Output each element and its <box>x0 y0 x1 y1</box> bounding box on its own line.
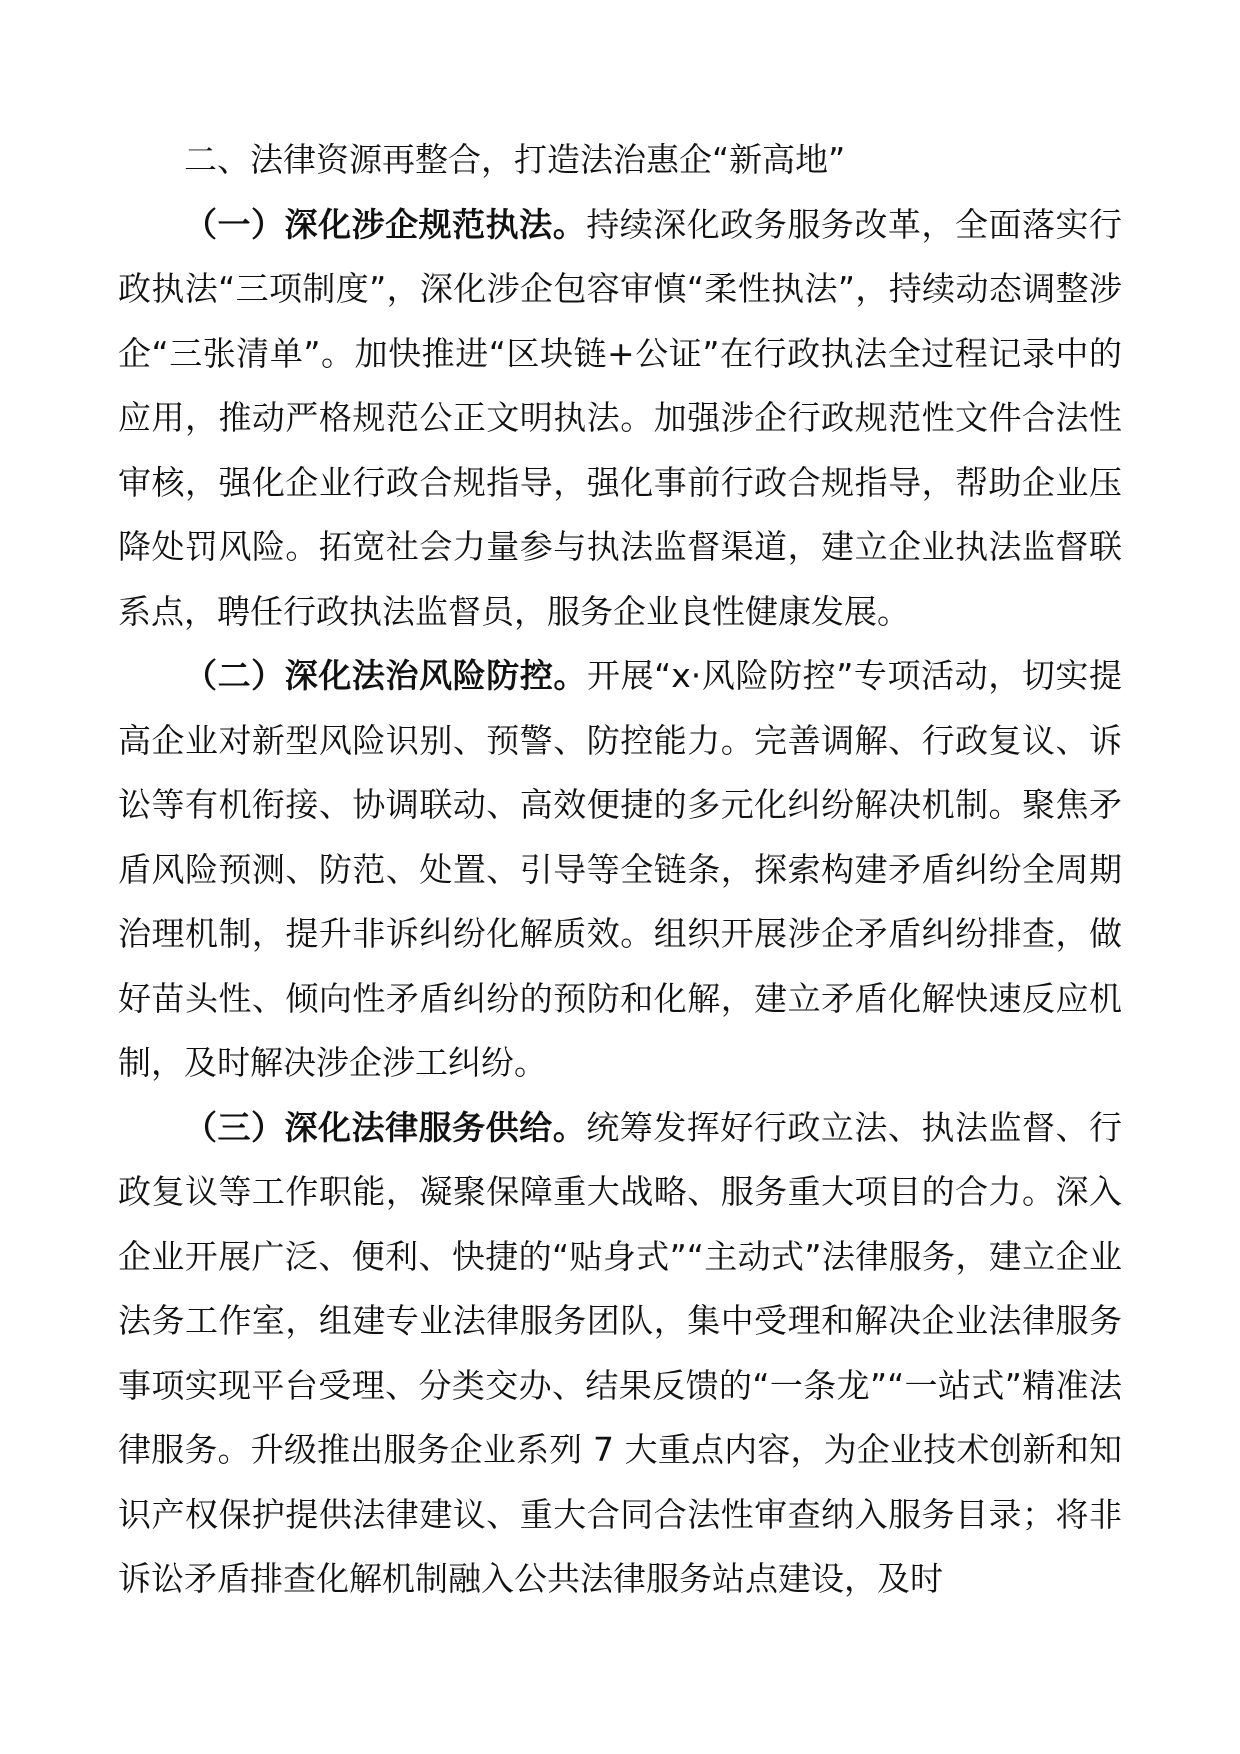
paragraph-2-heading: （二）深化法治风险防控。 <box>184 656 588 695</box>
section-heading: 二、法律资源再整合，打造法治惠企“新高地” <box>184 140 846 179</box>
paragraph-2-body: 开展“x·风险防控”专项活动，切实提高企业对新型风险识别、预警、防控能力。完善调解、行政复议、诉讼等有机衔接、协调联动、高效便捷的多元化纠纷解决机制。聚焦矛盾风险预测、防范、处置、引导等全链条，探索构建矛盾纠纷全周期治理机制，提升非诉纠纷化解质效。组织开展涉企矛盾纠纷排查，做好苗头性、倾向性矛盾纠纷的预防和化解，建立矛盾化解快速反应机制，及时解决涉企涉工纠纷。 <box>118 656 1122 1082</box>
paragraph-3-body: 统筹发挥好行政立法、执法监督、行政复议等工作职能，凝聚保障重大战略、服务重大项目的合力。深入企业开展广泛、便利、快捷的“贴身式”“主动式”法律服务，建立企业法务工作室，组建专业法律服务团队，集中受理和解决企业法律服务事项实现平台受理、分类交办、结果反馈的“一条龙”“一站式”精准法律服务。升级推出服务企业系列 7 大重点内容，为企业技术创新和知识产权保护提供法律建议、重大合同合法性审查纳入服务目录；将非诉讼矛盾排查化解机制融入公共法律服务站点建设，及时 <box>118 1107 1123 1598</box>
paragraph-3 <box>118 1096 1122 1612</box>
paragraph-1 <box>118 193 1122 645</box>
document-body <box>118 128 1122 1612</box>
paragraph-2 <box>118 644 1122 1096</box>
paragraph-1-body: 持续深化政务服务改革，全面落实行政执法“三项制度”，深化涉企包容审慎“柔性执法”，持续动态调整涉企“三张清单”。加快推进“区块链+公证”在行政执法全过程记录中的应用，推动严格规范公正文明执法。加强涉企行政规范性文件合法性审核，强化企业行政合规指导，强化事前行政合规指导，帮助企业压降处罚风险。拓宽社会力量参与执法监督渠道，建立企业执法监督联系点，聘任行政执法监督员，服务企业良性健康发展。 <box>118 204 1123 631</box>
paragraph-3-heading: （三）深化法律服务供给。 <box>184 1107 587 1147</box>
paragraph-1-heading: （一）深化涉企规范执法。 <box>184 204 587 244</box>
